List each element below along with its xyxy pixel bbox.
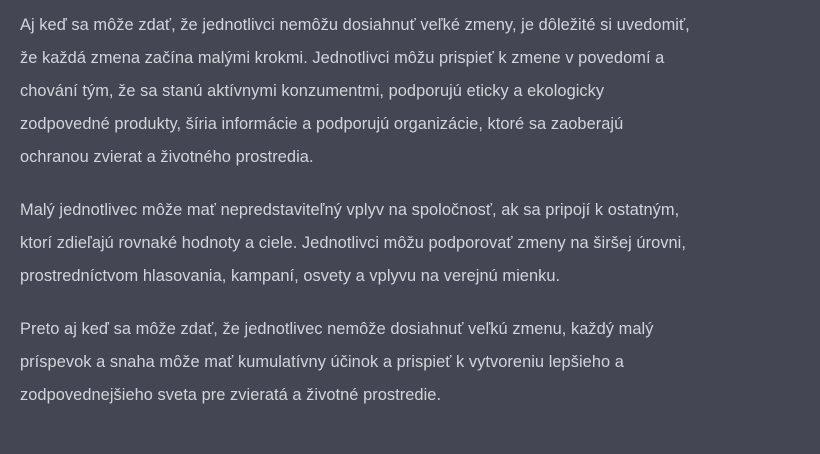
message-paragraph-3 bbox=[20, 313, 800, 412]
message-paragraph-2 bbox=[20, 194, 800, 293]
message-line: zodpovedné produkty, šíria informácie a podporujú organizácie, ktoré sa zaoberajú bbox=[20, 115, 624, 133]
message-line: prostredníctvom hlasovania, kampaní, osvety a vplyvu na verejnú mienku. bbox=[20, 267, 561, 285]
message-line: Malý jednotlivec môže mať nepredstaviteľný vplyv na spoločnosť, ak sa pripojí k ostatným, bbox=[20, 201, 680, 219]
message-line: príspevok a snaha môže mať kumulatívny účinok a prispieť k vytvoreniu lepšieho a bbox=[20, 353, 624, 371]
message-line: Aj keď sa môže zdať, že jednotlivci nemôžu dosiahnuť veľké zmeny, je dôležité si uvedomiť, bbox=[20, 16, 690, 34]
message-line: Preto aj keď sa môže zdať, že jednotlivec nemôže dosiahnuť veľkú zmenu, každý malý bbox=[20, 320, 654, 338]
message-line: chování tým, že sa stanú aktívnymi konzumentmi, podporujú eticky a ekologicky bbox=[20, 82, 605, 100]
message-line: ochranou zvierat a životného prostredia. bbox=[20, 148, 314, 166]
message-line: zodpovednejšieho sveta pre zvieratá a životné prostredie. bbox=[20, 386, 442, 404]
message-paragraph-1 bbox=[20, 9, 800, 174]
message-line: ktorí zdieľajú rovnaké hodnoty a ciele. Jednotlivci môžu podporovať zmeny na širšej úrovni, bbox=[20, 234, 686, 252]
message-line: že každá zmena začína malými krokmi. Jednotlivci môžu prispieť k zmene v povedomí a bbox=[20, 49, 665, 67]
